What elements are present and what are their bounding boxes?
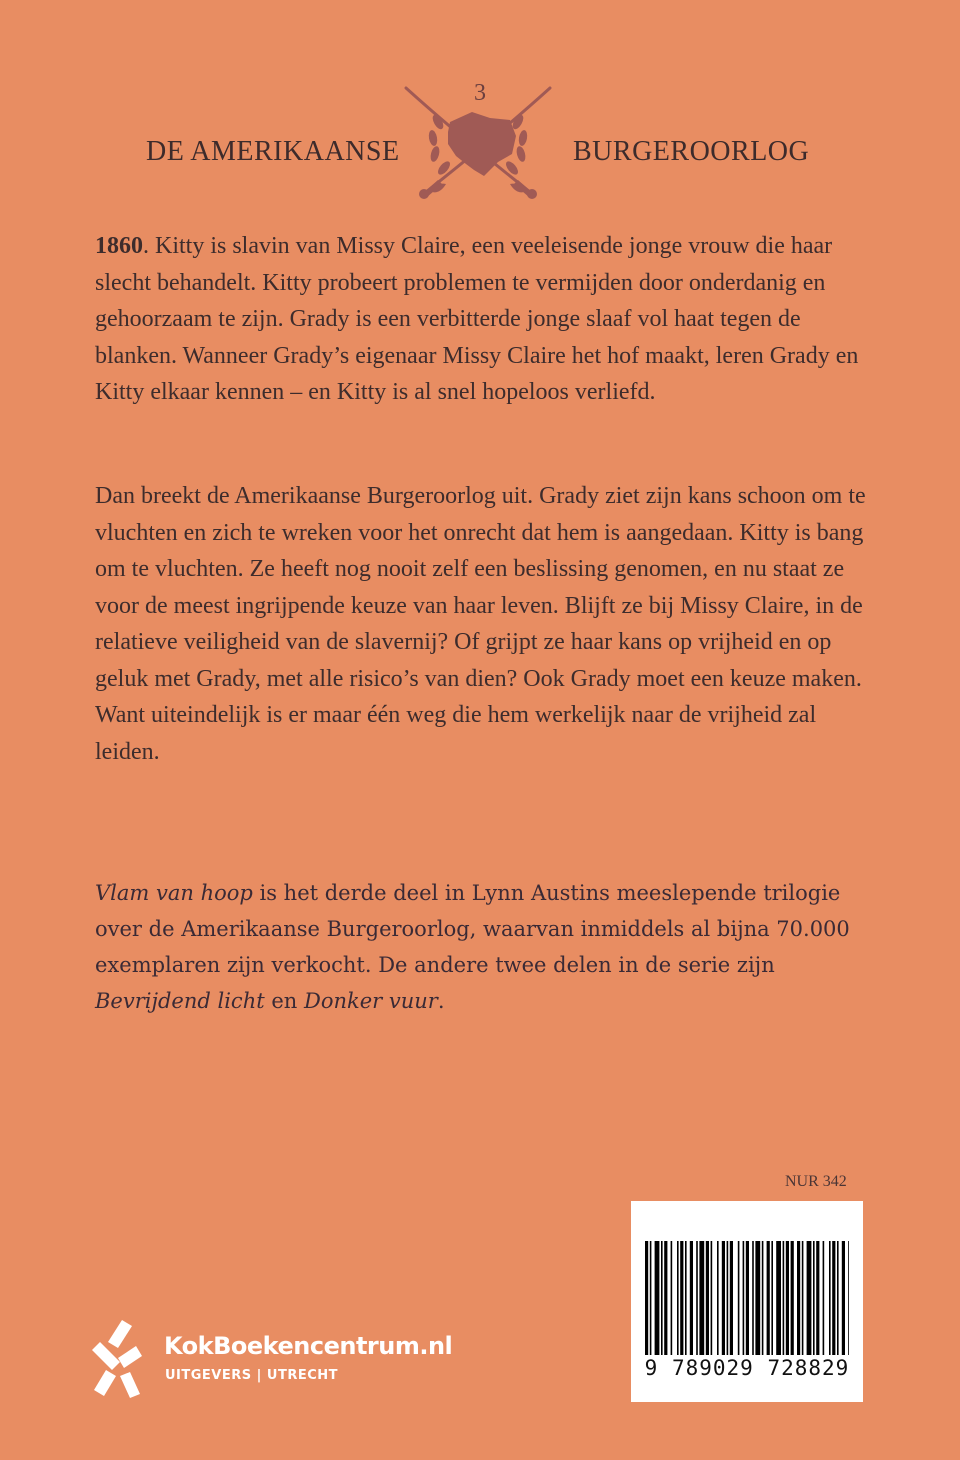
barcode-bar: [690, 1241, 693, 1355]
barcode-bar: [699, 1241, 704, 1355]
barcode-bar: [650, 1241, 652, 1355]
barcode-bar: [655, 1241, 660, 1355]
barcode-bar: [791, 1241, 794, 1355]
nur-code: NUR 342: [785, 1173, 847, 1190]
barcode-box: [631, 1201, 863, 1402]
barcode-bar: [696, 1241, 698, 1355]
blurb-text-1: . Kitty is slavin van Missy Claire, een veeleisende jonge vrouw die haar slecht behandelt. Kitty probeert problemen te vermijden door onderdanig en gehoorzaam te zijn. Grady is een verbitterde jonge slaaf vol haat tegen de blanken. Wanneer Grady’s eigenaar Missy Claire het hof maakt, leren Grady en Kitty elkaar kennen – en Kitty is al snel hopeloos verliefd.: [95, 233, 859, 405]
barcode-bar: [730, 1241, 733, 1355]
barcode-bar: [797, 1241, 800, 1355]
barcode-bar: [727, 1241, 729, 1355]
year-text: 1860: [95, 233, 143, 259]
barcode-bar: [813, 1241, 815, 1355]
barcode-bar: [832, 1241, 835, 1355]
barcode-bar: [771, 1241, 773, 1355]
publisher-name: KokBoekencentrum.nl: [164, 1332, 453, 1360]
barcode-bar: [677, 1241, 679, 1355]
barcode-bar: [776, 1241, 781, 1355]
barcode-bar: [722, 1241, 725, 1355]
barcode-bar: [837, 1241, 839, 1355]
barcode-bar: [717, 1241, 719, 1355]
barcode-bar: [823, 1241, 825, 1355]
publisher-logo-icon: [92, 1320, 144, 1400]
barcode-bar: [706, 1241, 709, 1355]
barcode-bar: [762, 1241, 764, 1355]
barcode-digits: 9 789029 728829: [644, 1356, 850, 1380]
barcode-bar: [645, 1241, 648, 1355]
barcode-bar: [743, 1241, 745, 1355]
barcode-bar: [752, 1241, 754, 1355]
barcode-bar: [685, 1241, 687, 1355]
barcode-bar: [848, 1241, 849, 1355]
barcode-bar: [829, 1241, 831, 1355]
barcode-bar: [711, 1241, 713, 1355]
publisher-subtitle: UITGEVERS | UTRECHT: [165, 1368, 339, 1383]
barcode-bar: [802, 1241, 804, 1355]
book-title-2: Donker vuur: [303, 989, 438, 1013]
barcode-bar: [786, 1241, 789, 1355]
blurb-text-3a: is het derde deel in Lynn Austins meeslepende trilogie over de Amerikaanse Burgeroorlog, waarvan inmiddels al bijna 70.000 exemplaren zijn verkocht. De andere twee delen in de serie zijn: [95, 881, 850, 977]
book-title-1: Bevrijdend licht: [95, 989, 265, 1013]
series-title-right: BURGEROORLOG: [573, 136, 810, 167]
barcode-bar: [738, 1241, 740, 1355]
barcode-bar: [816, 1241, 819, 1355]
barcode-bar: [755, 1241, 760, 1355]
barcode-bar: [680, 1241, 683, 1355]
blurb-paragraph-2: Dan breekt de Amerikaanse Burgeroorlog uit. Grady ziet zijn kans schoon om te vluchten en zich te wreken voor het onrecht dat hem is aangedaan. Kitty is bang om te vluchten. Ze heeft nog nooit zelf een beslissing genomen, en nu staat ze voor de meest ingrijpende keuze van haar leven. Blijft ze bij Missy Claire, in de relatieve veiligheid van de slavernij? Of grijpt ze haar kans op vrijheid en op geluk met Grady, met alle risico’s van dien? Ook Grady moet een keuze maken. Want uiteindelijk is er maar één weg die hem werkelijk naar de vrijheid zal leiden.: [95, 483, 866, 765]
barcode-bar: [661, 1241, 663, 1355]
volume-number: 3: [474, 80, 486, 106]
conjunction: en: [264, 989, 304, 1013]
barcode-bar: [842, 1241, 845, 1355]
barcode-bar: [671, 1241, 673, 1355]
barcode-bar: [783, 1241, 785, 1355]
book-title: Vlam van hoop: [95, 881, 253, 905]
blurb-paragraph-1: [95, 228, 875, 411]
blurb-paragraph-3: [95, 875, 875, 1019]
period: .: [437, 989, 445, 1013]
barcode-bar: [746, 1241, 749, 1355]
barcode-bar: [807, 1241, 812, 1355]
barcode-bar: [664, 1241, 667, 1355]
barcode-bars: [645, 1241, 849, 1355]
barcode-bar: [767, 1241, 770, 1355]
series-title-left: DE AMERIKAANSE: [146, 136, 400, 167]
